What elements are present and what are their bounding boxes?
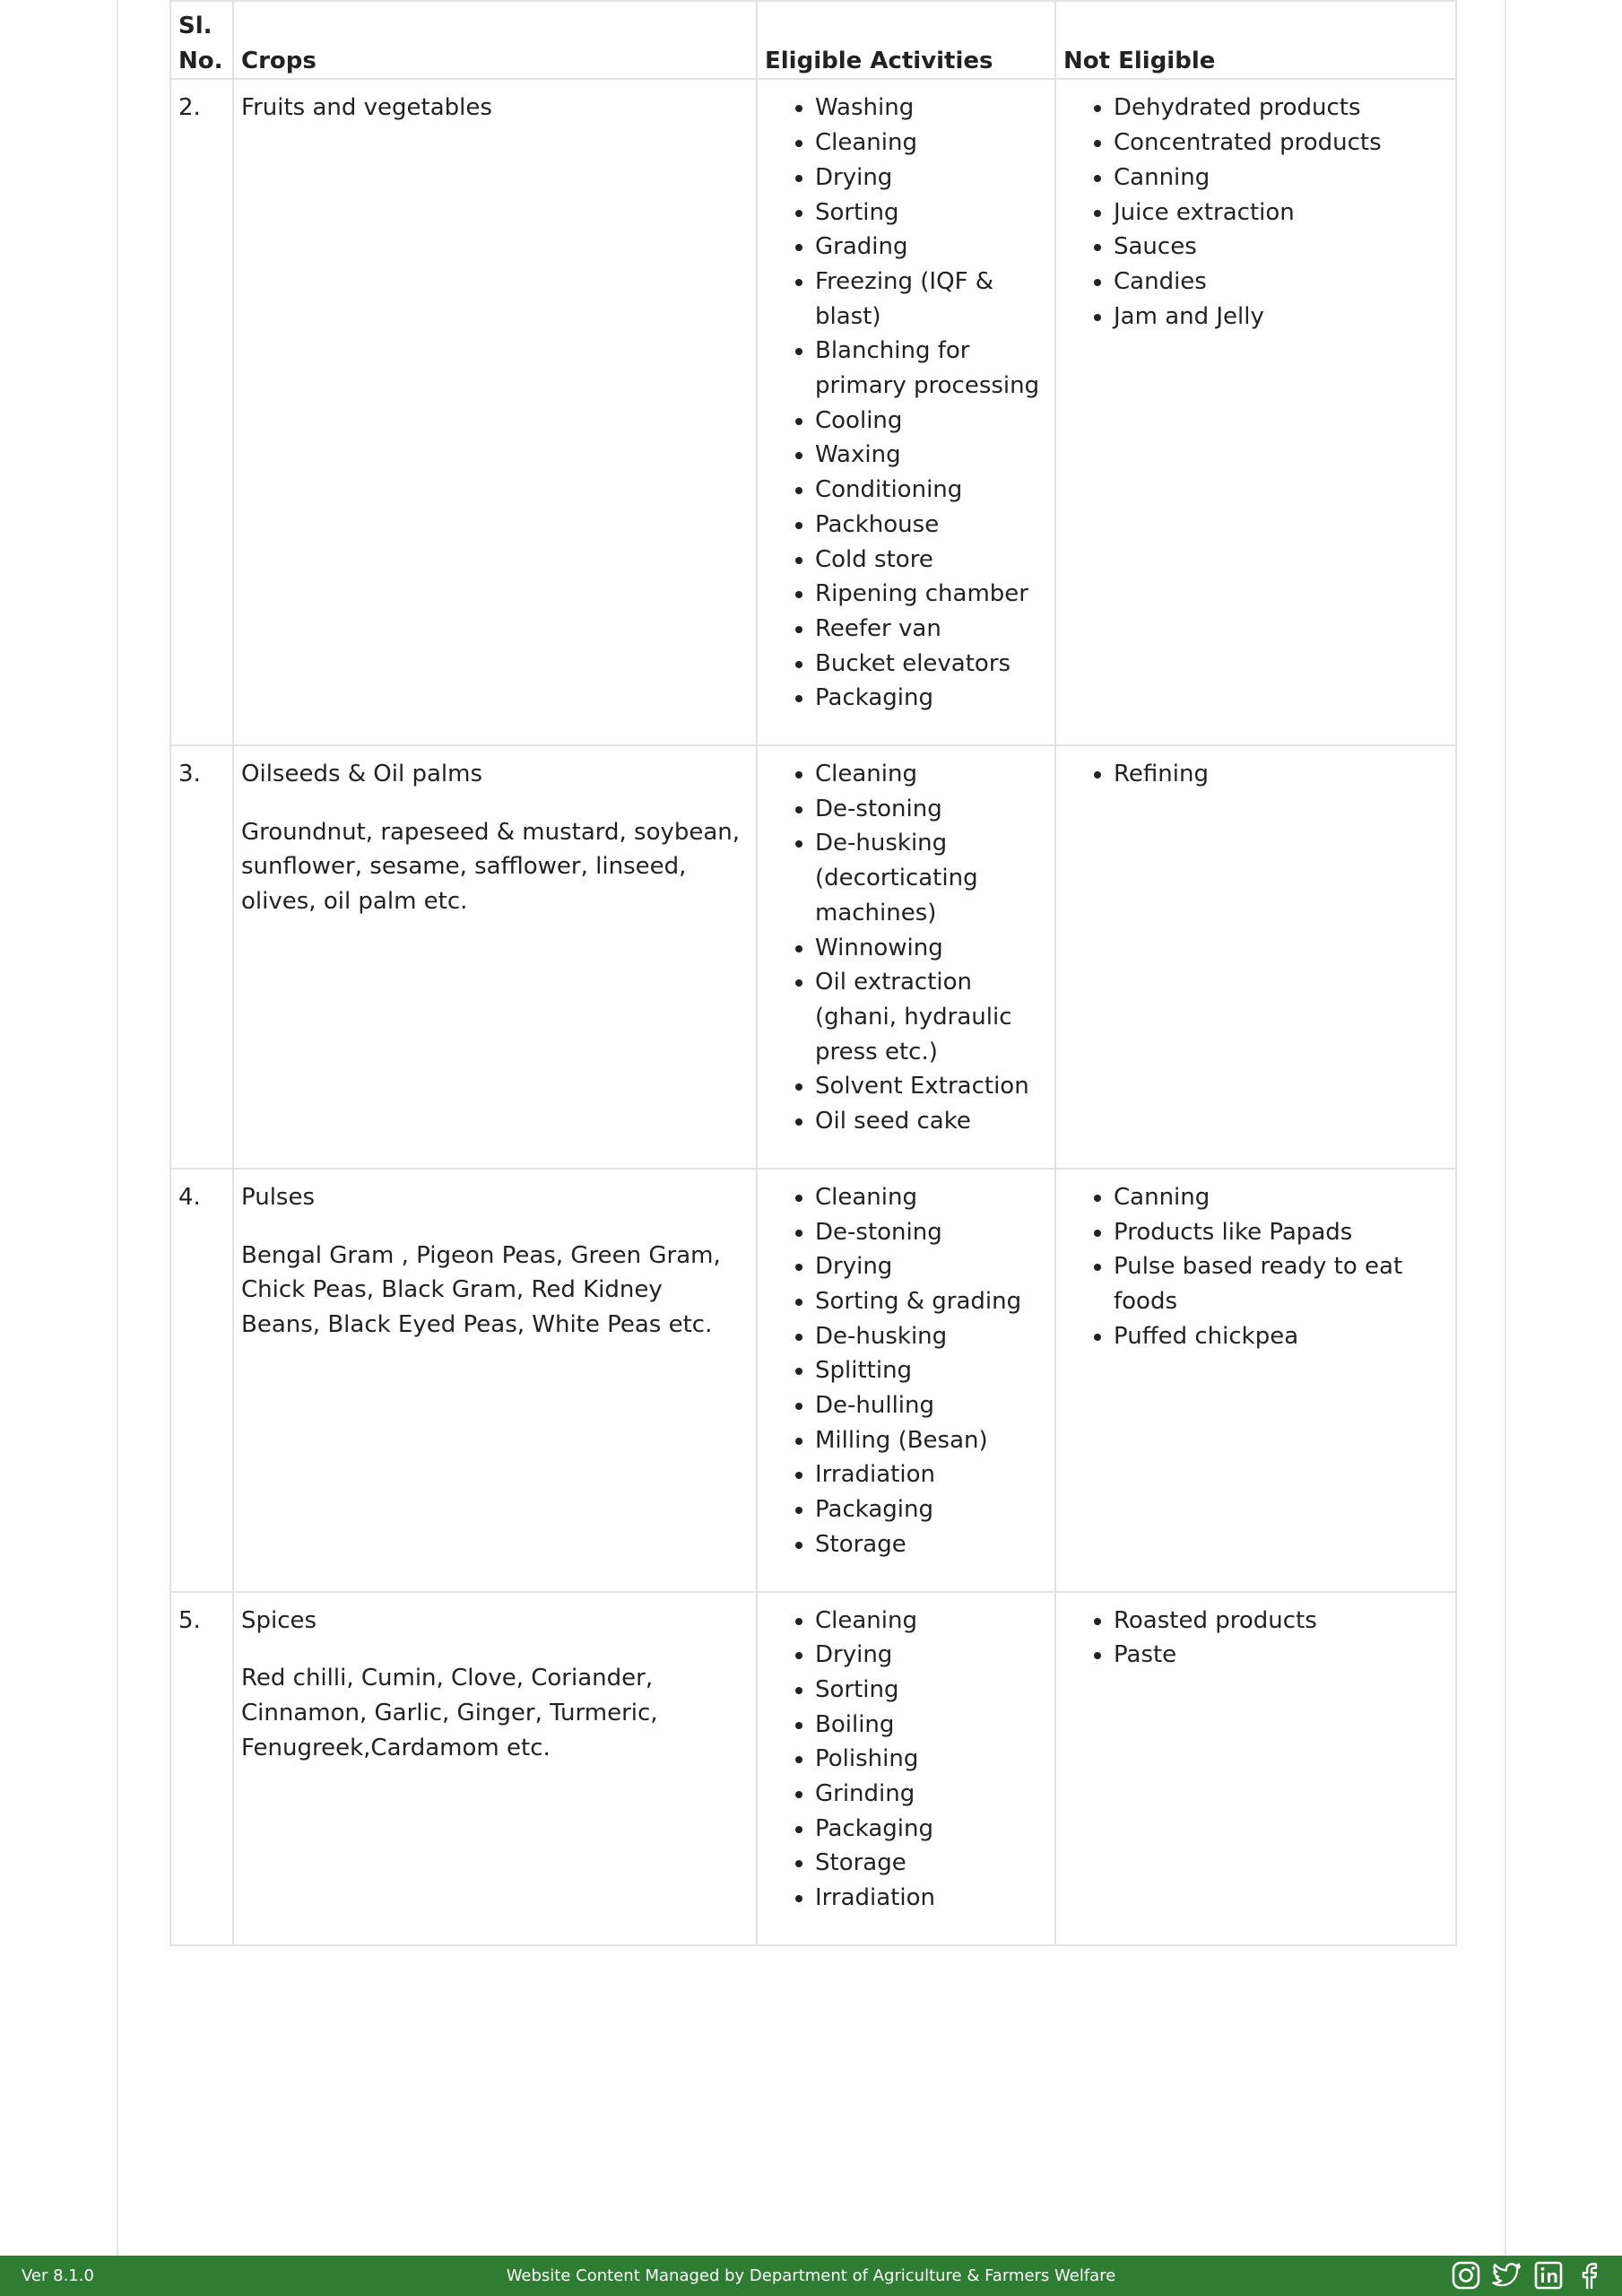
eligible-activity-item: • Solvent Extraction: [815, 1069, 1047, 1104]
twitter-icon[interactable]: [1491, 2259, 1523, 2292]
eligible-activity-item: • Oil seed cake: [815, 1104, 1047, 1139]
table-row: [170, 745, 1456, 1169]
version-label: Ver 8.1.0: [22, 2266, 94, 2285]
not-eligible-list: [1063, 1180, 1448, 1354]
eligible-activity-item: • Polishing: [815, 1742, 1047, 1777]
eligible-activities-list: [765, 91, 1047, 716]
eligible-activity-item: • Storage: [815, 1527, 1047, 1562]
eligible-activity-item: • Packhouse: [815, 508, 1047, 543]
crop-name: Fruits and vegetables: [241, 94, 492, 122]
eligible-activities-cell: [757, 1169, 1055, 1592]
eligible-activity-item: • Cleaning: [815, 1604, 1047, 1639]
eligible-activity-item: • Storage: [815, 1846, 1047, 1881]
eligible-activity-item: • Cold store: [815, 543, 1047, 578]
not-eligible-item: • Roasted products: [1114, 1604, 1448, 1639]
not-eligible-list: [1063, 1604, 1448, 1673]
eligible-activity-item: • De-stoning: [815, 792, 1047, 827]
eligible-activity-item: • Ripening chamber: [815, 577, 1047, 612]
eligible-activity-item: • Boiling: [815, 1708, 1047, 1743]
eligible-activities-cell: [757, 79, 1055, 745]
eligible-activity-item: • De-husking (decorticating machines): [815, 826, 1047, 930]
not-eligible-item: • Canning: [1114, 1180, 1448, 1215]
eligible-activity-item: • Waxing: [815, 438, 1047, 473]
linkedin-icon[interactable]: [1532, 2259, 1565, 2292]
eligible-activity-item: • Packaging: [815, 1492, 1047, 1527]
eligible-activity-item: • Irradiation: [815, 1881, 1047, 1916]
table-header-row: [170, 1, 1456, 79]
header-not-eligible: Not Eligible: [1055, 1, 1456, 79]
not-eligible-item: • Dehydrated products: [1114, 91, 1448, 126]
eligible-activity-item: • De-stoning: [815, 1215, 1047, 1250]
instagram-icon[interactable]: [1450, 2259, 1482, 2292]
eligible-activity-item: • Washing: [815, 91, 1047, 126]
eligible-activity-item: • Cleaning: [815, 126, 1047, 161]
eligible-activity-item: • Grinding: [815, 1777, 1047, 1812]
eligible-activity-item: • Splitting: [815, 1353, 1047, 1388]
eligible-activity-item: • Sorting & grading: [815, 1284, 1047, 1319]
row-number: 2.: [170, 79, 233, 745]
crop-name: Oilseeds & Oil palms: [241, 761, 483, 788]
eligible-activity-item: • Cooling: [815, 404, 1047, 439]
eligible-activity-item: • De-husking: [815, 1319, 1047, 1354]
eligible-activity-item: • Irradiation: [815, 1457, 1047, 1492]
crop-examples: Bengal Gram , Pigeon Peas, Green Gram, Chick Peas, Black Gram, Red Kidney Beans, Black Eyed Peas, White Peas etc.: [241, 1241, 721, 1338]
eligible-activity-item: • Freezing (IQF & blast): [815, 265, 1047, 334]
not-eligible-item: • Sauces: [1114, 230, 1448, 265]
row-number: 5.: [170, 1592, 233, 1945]
table-row: [170, 1169, 1456, 1592]
table-row: [170, 1592, 1456, 1945]
header-eligible-activities: Eligible Activities: [757, 1, 1055, 79]
eligible-activity-item: • Drying: [815, 1638, 1047, 1673]
eligible-activity-item: • Milling (Besan): [815, 1423, 1047, 1458]
eligible-activity-item: • Cleaning: [815, 757, 1047, 792]
not-eligible-cell: [1055, 1169, 1456, 1592]
site-footer: [0, 2256, 1622, 2296]
eligible-activities-list: [765, 1180, 1047, 1562]
eligibility-table: [169, 0, 1457, 1946]
eligible-activity-item: • Sorting: [815, 196, 1047, 230]
not-eligible-item: • Jam and Jelly: [1114, 300, 1448, 335]
eligible-activities-cell: [757, 1592, 1055, 1945]
eligible-activity-item: • Sorting: [815, 1673, 1047, 1708]
header-crops: Crops: [233, 1, 757, 79]
not-eligible-item: • Paste: [1114, 1638, 1448, 1673]
eligible-activity-item: • Grading: [815, 230, 1047, 265]
crop-examples: Groundnut, rapeseed & mustard, soybean, sunflower, sesame, safflower, linseed, olives, oil palm etc.: [241, 818, 741, 916]
eligible-activity-item: • Packaging: [815, 1812, 1047, 1847]
eligible-activity-item: • De-hulling: [815, 1388, 1047, 1423]
row-number: 4.: [170, 1169, 233, 1592]
not-eligible-item: • Canning: [1114, 161, 1448, 196]
eligible-activities-cell: [757, 745, 1055, 1169]
not-eligible-cell: [1055, 1592, 1456, 1945]
eligible-activity-item: • Drying: [815, 1249, 1047, 1284]
not-eligible-cell: [1055, 745, 1456, 1169]
not-eligible-item: • Concentrated products: [1114, 126, 1448, 161]
eligible-activity-item: • Packaging: [815, 681, 1047, 716]
not-eligible-cell: [1055, 79, 1456, 745]
not-eligible-item: • Puffed chickpea: [1114, 1319, 1448, 1354]
not-eligible-item: • Products like Papads: [1114, 1215, 1448, 1250]
eligible-activity-item: • Blanching for primary processing: [815, 334, 1047, 403]
crop-cell: [233, 79, 757, 745]
crop-examples: Red chilli, Cumin, Clove, Coriander, Cinnamon, Garlic, Ginger, Turmeric, Fenugreek,Cardamom etc.: [241, 1665, 658, 1761]
not-eligible-item: • Refining: [1114, 757, 1448, 792]
eligible-activities-list: [765, 1604, 1047, 1916]
crop-cell: [233, 1592, 757, 1945]
eligible-activity-item: • Oil extraction (ghani, hydraulic press etc.): [815, 965, 1047, 1069]
row-number: 3.: [170, 745, 233, 1169]
eligible-activity-item: • Bucket elevators: [815, 647, 1047, 682]
crop-cell: [233, 745, 757, 1169]
eligible-activities-list: [765, 757, 1047, 1139]
eligible-activity-item: • Drying: [815, 161, 1047, 196]
facebook-icon[interactable]: [1574, 2259, 1606, 2292]
not-eligible-item: • Juice extraction: [1114, 196, 1448, 230]
not-eligible-item: • Pulse based ready to eat foods: [1114, 1249, 1448, 1318]
crop-name: Spices: [241, 1606, 317, 1634]
social-links: [1450, 2259, 1606, 2292]
crop-cell: [233, 1169, 757, 1592]
managed-by-text: Website Content Managed by Department of Agriculture & Farmers Welfare: [506, 2266, 1116, 2285]
eligible-activity-item: • Cleaning: [815, 1180, 1047, 1215]
not-eligible-list: [1063, 757, 1448, 792]
not-eligible-item: • Candies: [1114, 265, 1448, 300]
crop-name: Pulses: [241, 1183, 316, 1211]
table-row: [170, 79, 1456, 745]
eligible-activity-item: • Conditioning: [815, 473, 1047, 508]
not-eligible-list: [1063, 91, 1448, 334]
eligible-activity-item: • Winnowing: [815, 931, 1047, 966]
eligible-activity-item: • Reefer van: [815, 612, 1047, 647]
header-sl-no: Sl. No.: [170, 1, 233, 79]
